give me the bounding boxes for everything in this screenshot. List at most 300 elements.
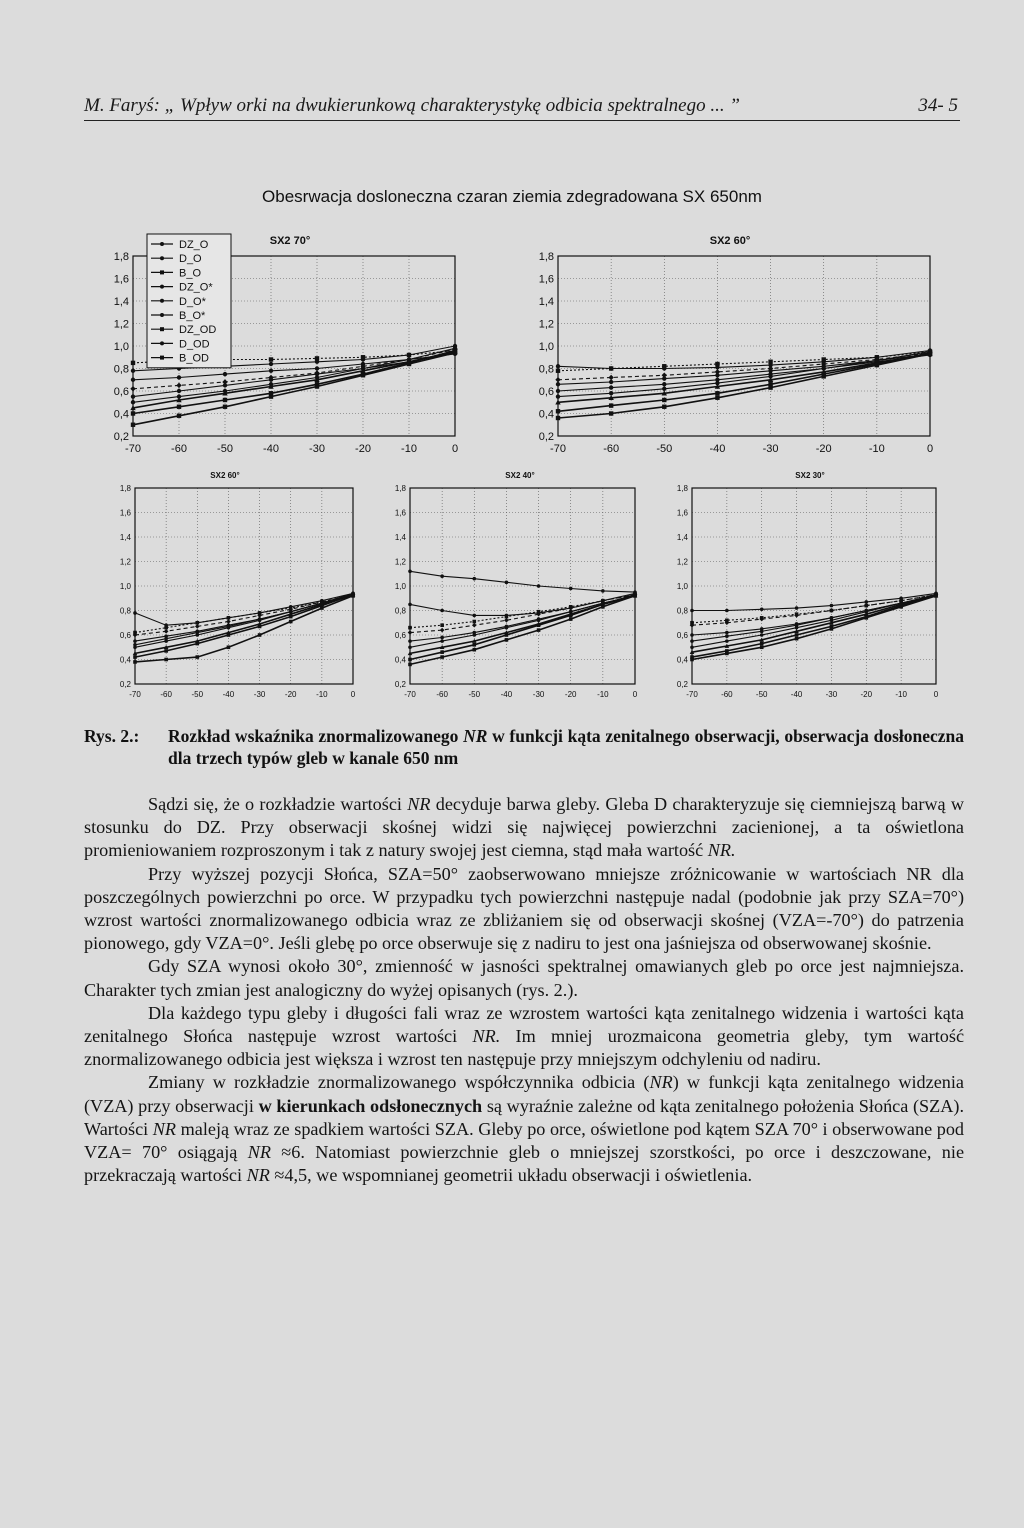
chart-sx2-70 — [95, 228, 495, 460]
y-tick-label: 1,6 — [538, 273, 554, 286]
data-point — [715, 378, 719, 382]
y-tick-label: 1,8 — [113, 250, 129, 263]
data-point — [177, 414, 181, 418]
data-point — [315, 356, 319, 360]
y-tick-label: 0,6 — [676, 630, 688, 640]
y-tick-label: 1,2 — [113, 318, 129, 331]
data-point — [440, 655, 444, 659]
data-point — [768, 385, 772, 389]
data-point — [131, 361, 135, 365]
data-point — [690, 633, 694, 637]
running-header — [84, 95, 960, 121]
data-point — [690, 609, 694, 613]
y-tick-label: 1,2 — [119, 557, 131, 567]
data-point — [556, 369, 560, 373]
figure-caption — [84, 725, 964, 769]
data-point — [408, 603, 412, 607]
chart-title: SX2 70° — [269, 235, 311, 247]
data-point — [258, 617, 262, 621]
data-point — [864, 616, 868, 620]
y-tick-label: 1,0 — [119, 581, 131, 591]
data-point — [320, 606, 324, 610]
data-point — [822, 364, 826, 368]
data-point — [440, 636, 444, 640]
x-tick-label: -40 — [790, 690, 803, 699]
data-point — [795, 637, 799, 641]
legend-marker — [160, 270, 164, 274]
y-tick-label: 1,4 — [538, 295, 554, 308]
data-point — [195, 624, 200, 629]
legend-marker — [160, 356, 164, 360]
data-point — [164, 629, 169, 634]
data-point — [537, 628, 541, 632]
data-point — [760, 642, 764, 646]
data-point — [760, 645, 764, 649]
data-point — [440, 639, 444, 643]
x-tick-label: -10 — [895, 690, 907, 699]
data-point — [133, 611, 137, 615]
chart-sx2-60-bottom — [95, 466, 365, 704]
y-tick-label: 1,6 — [113, 273, 129, 286]
data-point — [662, 382, 666, 386]
data-point — [472, 623, 477, 628]
data-point — [830, 619, 834, 623]
data-point — [569, 617, 573, 621]
legend-label: D_O* — [179, 295, 206, 308]
x-tick-label: -60 — [160, 690, 172, 699]
x-tick-label: -30 — [762, 443, 779, 455]
x-tick-label: -70 — [125, 443, 141, 455]
data-point — [830, 627, 834, 631]
data-point — [131, 400, 135, 404]
legend-marker — [160, 341, 164, 345]
data-point — [662, 387, 666, 391]
data-point — [472, 648, 476, 652]
chart-title: SX2 60° — [709, 235, 751, 247]
y-tick-label: 0,2 — [119, 679, 131, 689]
figure-title: Obesrwacja dosloneczna czaran ziemia zdegradowana SX 650nm — [262, 187, 762, 206]
data-point — [131, 411, 135, 415]
data-point — [715, 362, 719, 366]
data-point — [440, 628, 445, 633]
data-point — [725, 639, 729, 643]
data-point — [131, 423, 135, 427]
y-tick-label: 1,8 — [538, 250, 554, 263]
data-point — [505, 638, 509, 642]
data-point — [795, 633, 799, 637]
data-point — [556, 382, 560, 386]
x-tick-label: -60 — [171, 443, 187, 455]
data-point — [227, 625, 231, 629]
chart-sx2-40 — [380, 466, 650, 704]
data-point — [633, 594, 637, 598]
data-point — [269, 369, 273, 373]
y-tick-label: 0,4 — [113, 408, 129, 421]
data-point — [715, 396, 719, 400]
x-tick-label: -30 — [532, 690, 545, 699]
data-point — [795, 612, 799, 616]
data-point — [472, 577, 476, 581]
data-point — [601, 589, 605, 593]
data-point — [768, 369, 772, 373]
data-point — [864, 604, 868, 608]
x-tick-label: 0 — [632, 690, 638, 699]
data-point — [537, 610, 541, 614]
y-tick-label: 1,2 — [676, 557, 688, 567]
data-point — [609, 385, 613, 389]
data-point — [864, 610, 868, 614]
data-point — [408, 630, 413, 635]
data-point — [195, 631, 199, 635]
legend-label: DZ_OD — [179, 324, 217, 337]
y-tick-label: 0,8 — [119, 606, 131, 616]
data-point — [269, 362, 273, 366]
legend-label: B_OD — [179, 352, 209, 365]
data-point — [408, 639, 412, 643]
y-tick-label: 0,8 — [538, 363, 554, 376]
y-tick-label: 0,6 — [119, 630, 131, 640]
data-point — [715, 391, 719, 395]
y-tick-label: 1,2 — [538, 318, 554, 331]
y-tick-label: 0,8 — [676, 606, 688, 616]
legend-marker — [160, 327, 164, 331]
x-tick-label: 0 — [933, 690, 939, 699]
data-point — [176, 383, 181, 388]
data-point — [662, 376, 666, 380]
legend-marker — [160, 242, 164, 246]
data-point — [130, 386, 135, 391]
y-tick-label: 1,0 — [538, 340, 554, 353]
y-tick-label: 0,8 — [394, 606, 406, 616]
data-point — [822, 357, 826, 361]
data-point — [505, 615, 509, 619]
data-point — [609, 411, 613, 415]
data-point — [269, 394, 273, 398]
data-point — [601, 601, 605, 605]
data-point — [715, 373, 719, 377]
x-tick-label: -10 — [401, 443, 417, 455]
y-tick-label: 1,4 — [676, 532, 688, 542]
caption-label: Rys. 2.: — [84, 726, 140, 746]
x-tick-label: -20 — [564, 690, 577, 699]
data-point — [289, 610, 293, 614]
data-point — [569, 587, 573, 591]
data-point — [226, 619, 231, 624]
data-point — [608, 375, 613, 380]
x-tick-label: -70 — [129, 690, 141, 699]
data-point — [361, 355, 365, 359]
data-point — [223, 398, 227, 402]
data-point — [569, 610, 573, 614]
y-tick-label: 0,6 — [113, 385, 129, 398]
legend-label: DZ_O — [179, 239, 209, 251]
data-point — [609, 380, 613, 384]
data-point — [899, 601, 903, 605]
data-point — [725, 634, 729, 638]
x-tick-label: -40 — [500, 690, 513, 699]
data-point — [690, 645, 694, 649]
data-point — [164, 649, 168, 653]
data-point — [690, 621, 694, 625]
paragraph-5: Zmiany w rozkładzie znormalizowanego współczynnika odbicia (NR) w funkcji kąta zenitalnego widzenia (VZA) przy obserwacji w kierunkach odsłonecznych są wyraźnie zależne od kąta zenitalnego położenia Słońca (SZA). Wartości NR maleją wraz ze spadkiem wartości SZA. Gleby po orce, oświetlone pod kątem SZA 70° i obserwowane pod VZA= 70° osiągają NR ≈6. Natomiast powierzchnie gleb o mniejszej szorstkości, po orce i deszczowane, nie przekraczają wartości NR ≈4,5, we wspomnianej geometrii układu obserwacji i oświetlenia. — [84, 1072, 965, 1186]
running-title: M. Faryś: „ Wpływ orki na dwukierunkową charakterystykę odbicia spektralnego ... ” — [84, 95, 740, 116]
data-point — [440, 609, 444, 613]
data-point — [361, 373, 365, 377]
data-point — [569, 605, 573, 609]
data-point — [289, 606, 293, 610]
y-tick-label: 0,2 — [676, 679, 688, 689]
x-tick-label: -20 — [284, 690, 297, 699]
paragraph-2: Przy wyższej pozycji Słońca, SZA=50° zaobserwowano mniejsze zróżnicowanie w wartościach NR dla poszczególnych powierzchni po orce. W przypadku tych powierzchni następuje nadal (podobnie jak przy SZA=70°) wzrost wartości znormalizowanego odbicia wraz ze zbliżaniem się od obserwacji skośnej (VZA=-70°) do patrzenia pionowego, gdy VZA=0°. Jeśli glebę po orce obserwuje się z nadiru to jest ona jaśniejsza od obserwowanej skośnie. — [84, 863, 964, 954]
y-tick-label: 0,2 — [113, 430, 129, 443]
data-point — [315, 372, 319, 376]
data-point — [609, 403, 613, 407]
data-point — [408, 626, 412, 630]
y-tick-label: 0,4 — [676, 655, 688, 665]
data-point — [408, 663, 412, 667]
x-tick-label: -50 — [468, 690, 481, 699]
legend-label: D_O — [179, 253, 202, 266]
x-tick-label: -10 — [868, 443, 885, 455]
y-tick-label: 1,2 — [394, 557, 406, 567]
data-point — [822, 374, 826, 378]
data-point — [725, 609, 729, 613]
y-tick-label: 1,6 — [676, 508, 688, 518]
data-point — [315, 366, 319, 370]
data-point — [440, 574, 444, 578]
data-point — [768, 360, 772, 364]
data-point — [830, 609, 834, 613]
data-point — [227, 645, 231, 649]
x-tick-label: -20 — [815, 443, 832, 455]
caption-nr: NR — [463, 726, 488, 746]
caption-text-b: w funkcji kąta zenitalnego obserwacji, obserwacja dosłoneczna dla trzech typów gleb w kanale 650 nm — [168, 726, 965, 768]
data-point — [725, 652, 729, 656]
x-tick-label: -60 — [603, 443, 620, 455]
data-point — [289, 620, 293, 624]
y-tick-label: 0,2 — [394, 679, 406, 689]
y-tick-label: 1,0 — [113, 340, 129, 353]
data-point — [315, 384, 319, 388]
data-point — [223, 383, 227, 387]
data-point — [690, 639, 694, 643]
data-point — [164, 658, 168, 662]
y-tick-label: 1,4 — [113, 295, 129, 308]
legend-label: DZ_O* — [179, 281, 213, 294]
caption-text-a: Rozkład wskaźnika znormalizowanego — [168, 726, 459, 746]
data-point — [164, 637, 168, 641]
data-point — [537, 619, 541, 623]
x-tick-label: -70 — [404, 690, 416, 699]
data-point — [440, 623, 444, 627]
data-point — [556, 394, 560, 398]
x-tick-label: -10 — [597, 690, 609, 699]
series-line-d-o — [558, 352, 930, 397]
data-point — [795, 606, 799, 610]
data-point — [407, 353, 411, 357]
data-point — [505, 581, 509, 585]
paragraph-4: Dla każdego typu gleby i długości fali wraz ze wzrostem wartości kąta zenitalnego widzenia i wartości kąta zenitalnego Słońca następuje wzrost wartości NR. Im mniej urozmaicona geometria gleby, tym wartość znormalizowanego odbicia jest większa i wzrost ten następuje przy mniejszym odchyleniu od nadiru. — [84, 1002, 965, 1070]
data-point — [131, 394, 135, 398]
x-tick-label: 0 — [350, 690, 356, 699]
legend-label: D_OD — [179, 338, 210, 351]
x-tick-label: -60 — [721, 690, 733, 699]
legend-marker — [160, 299, 164, 303]
data-point — [320, 601, 324, 605]
data-point — [875, 358, 879, 362]
data-point — [556, 416, 560, 420]
data-point — [177, 405, 181, 409]
data-point — [472, 620, 476, 624]
y-tick-label: 1,0 — [676, 581, 688, 591]
chart-sx2-30 — [660, 466, 950, 704]
data-point — [725, 619, 729, 623]
data-point — [609, 366, 613, 370]
data-point — [164, 626, 168, 630]
data-point — [472, 614, 476, 618]
data-point — [177, 389, 181, 393]
y-tick-label: 0,6 — [394, 630, 406, 640]
data-point — [662, 398, 666, 402]
data-point — [269, 357, 273, 361]
data-point — [537, 584, 541, 588]
data-point — [830, 604, 834, 608]
data-point — [555, 377, 560, 382]
data-point — [662, 364, 666, 368]
data-point — [408, 645, 412, 649]
data-point — [131, 369, 135, 373]
data-point — [760, 616, 764, 620]
data-point — [725, 631, 729, 635]
data-point — [928, 352, 932, 356]
data-point — [662, 405, 666, 409]
data-point — [505, 626, 509, 630]
data-point — [875, 363, 879, 367]
data-point — [133, 631, 137, 635]
data-point — [223, 405, 227, 409]
x-tick-label: -20 — [860, 690, 873, 699]
paragraph-1: Sądzi się, że o rozkładzie wartości NR decyduje barwa gleby. Gleba D charakteryzuje się ciemniejszą barwą w stosunku do DZ. Przy obserwacji skośnej widzi się najwięcej powierzchni zacienionej, a ta oświetlona promieniowaniem rozproszonym i tak z natury swojej jest ciemna, stąd mała wartość NR. — [84, 794, 965, 861]
data-point — [133, 643, 137, 647]
y-tick-label: 0,8 — [113, 363, 129, 376]
data-point — [133, 660, 137, 664]
y-tick-label: 1,4 — [394, 532, 406, 542]
data-point — [609, 391, 613, 395]
data-point — [601, 605, 605, 609]
x-tick-label: 0 — [451, 443, 459, 455]
x-tick-label: -20 — [355, 443, 371, 455]
data-point — [133, 655, 137, 659]
data-point — [795, 626, 799, 630]
data-point — [408, 570, 412, 574]
chart-sx2-60-top — [520, 228, 940, 460]
legend-marker — [160, 313, 164, 317]
data-point — [899, 605, 903, 609]
data-point — [760, 607, 764, 611]
data-point — [269, 378, 273, 382]
y-tick-label: 0,4 — [538, 408, 554, 421]
chart-title: SX2 60° — [210, 471, 240, 480]
data-point — [556, 409, 560, 413]
y-tick-label: 1,6 — [394, 508, 406, 518]
y-tick-label: 1,0 — [394, 581, 406, 591]
data-point — [934, 594, 938, 598]
data-point — [556, 364, 560, 368]
data-point — [258, 633, 262, 637]
data-point — [131, 378, 135, 382]
legend-marker — [160, 256, 164, 260]
data-point — [407, 362, 411, 366]
y-tick-label: 0,6 — [538, 385, 554, 398]
data-point — [223, 372, 227, 376]
x-tick-label: -30 — [309, 443, 325, 455]
data-point — [408, 658, 412, 662]
data-point — [556, 389, 560, 393]
y-tick-label: 0,4 — [119, 655, 131, 665]
page-number: 34- 5 — [918, 95, 958, 116]
data-point — [472, 643, 476, 647]
x-tick-label: 0 — [926, 443, 934, 455]
chart-title: SX2 40° — [505, 471, 535, 480]
body-text — [84, 793, 964, 1187]
y-tick-label: 1,4 — [119, 532, 131, 542]
y-tick-label: 1,8 — [676, 483, 688, 493]
data-point — [258, 611, 262, 615]
data-point — [361, 362, 365, 366]
chart-title: SX2 30° — [795, 471, 825, 480]
y-tick-label: 0,4 — [394, 655, 406, 665]
x-tick-label: -50 — [191, 690, 204, 699]
data-point — [195, 655, 199, 659]
paragraph-3: Gdy SZA wynosi około 30°, zmienność w jasności spektralnej omawianych gleb po orce jest najmniejsza. Charakter tych zmian jest analogiczny do wyżej opisanych (rys. 2.). — [84, 956, 964, 1000]
data-point — [227, 616, 231, 620]
legend-marker — [160, 285, 164, 289]
y-tick-label: 1,8 — [394, 483, 406, 493]
x-tick-label: -40 — [263, 443, 279, 455]
legend-label: B_O — [179, 267, 202, 280]
x-tick-label: -50 — [755, 690, 768, 699]
x-tick-label: -70 — [550, 443, 566, 455]
data-point — [453, 351, 457, 355]
y-tick-label: 1,6 — [119, 508, 131, 518]
data-point — [195, 621, 199, 625]
series-line-dz-o — [410, 571, 635, 592]
y-tick-label: 1,8 — [119, 483, 131, 493]
legend — [147, 234, 231, 368]
x-tick-label: -30 — [825, 690, 838, 699]
x-tick-label: -10 — [316, 690, 328, 699]
data-point — [760, 630, 764, 634]
data-point — [864, 600, 868, 604]
data-point — [690, 658, 694, 662]
x-tick-label: -30 — [253, 690, 266, 699]
x-tick-label: -70 — [686, 690, 698, 699]
data-point — [407, 357, 411, 361]
data-point — [177, 375, 181, 379]
data-point — [472, 633, 476, 637]
x-tick-label: -40 — [709, 443, 726, 455]
data-point — [351, 594, 355, 598]
data-point — [504, 618, 509, 623]
legend-label: B_O* — [179, 310, 206, 322]
y-tick-label: 0,2 — [538, 430, 554, 443]
data-point — [133, 639, 137, 643]
x-tick-label: -50 — [656, 443, 673, 455]
data-point — [760, 633, 764, 637]
x-tick-label: -40 — [222, 690, 235, 699]
x-tick-label: -60 — [436, 690, 448, 699]
x-tick-label: -50 — [217, 443, 233, 455]
